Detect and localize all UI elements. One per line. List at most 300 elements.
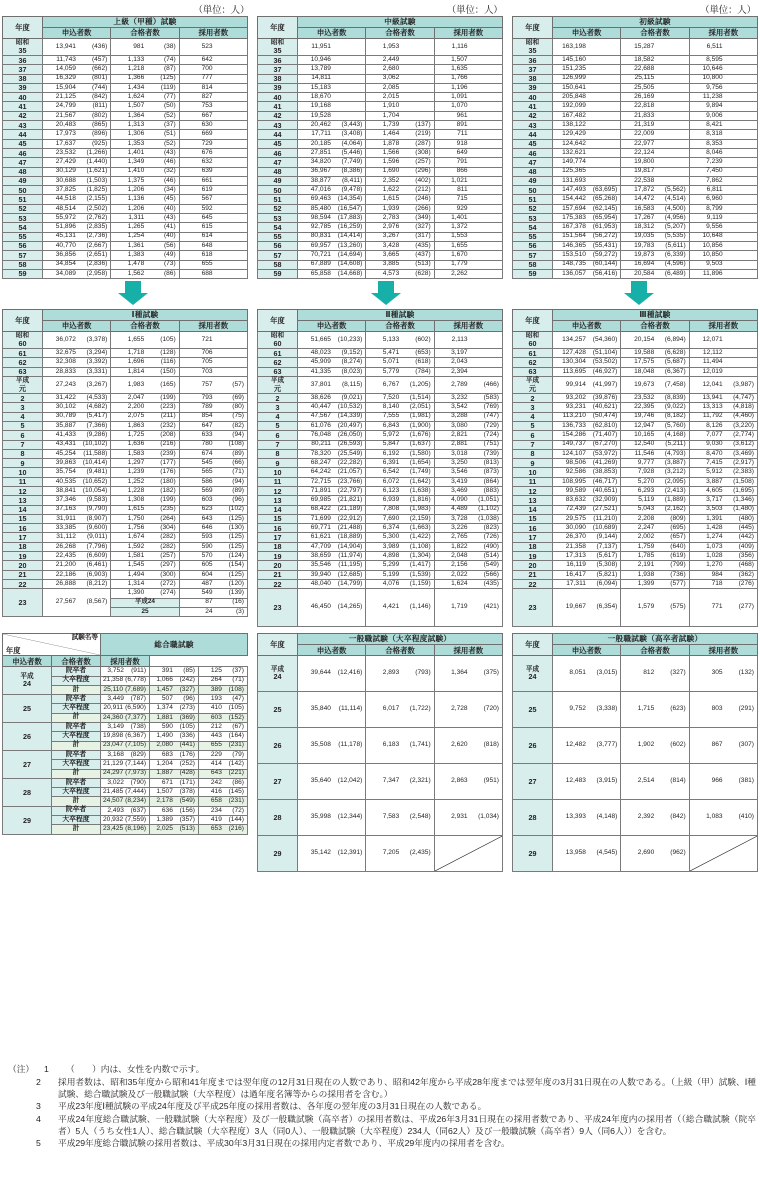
cell-passers: 11,546 (4,793) — [621, 449, 689, 458]
table-row — [3, 723, 248, 732]
row-year: 56 — [3, 241, 43, 250]
cell-hires: 3,717 (1,346) — [689, 496, 757, 505]
row-year: 46 — [258, 148, 298, 157]
cell-applicants: 3,149 (738) — [101, 723, 150, 732]
cell-passers: 3,062 — [366, 74, 434, 83]
table-row — [513, 394, 758, 403]
table-row — [258, 505, 503, 514]
note-number: 4 — [36, 1113, 41, 1124]
cell-passers: 636 (156) — [150, 806, 199, 815]
cell-applicants: 35,754 (9,481) — [43, 468, 111, 477]
table-row — [3, 56, 248, 65]
cell-passers: 1,545 (297) — [111, 561, 179, 570]
row-year: 13 — [513, 496, 553, 505]
cell-hires: 729 — [179, 139, 247, 148]
cell-hires: 9,503 — [689, 260, 757, 269]
cell-hires: 667 — [179, 111, 247, 120]
table-row — [3, 477, 248, 486]
col-header-hires: 採用者数 — [179, 28, 247, 39]
row-year: 平成 24 — [258, 656, 298, 692]
cell-applicants: 45,131 (2,736) — [43, 232, 111, 241]
cell-hires: 658 (231) — [199, 797, 248, 806]
down-arrow-icon-1 — [118, 281, 148, 305]
down-arrow-icon-3 — [624, 281, 654, 305]
cell-hires: 3,232 (583) — [434, 394, 502, 403]
col-header-passers: 合格者数 — [621, 645, 689, 656]
cell-applicants: 154,442 (65,268) — [553, 195, 621, 204]
row-year: 2 — [513, 394, 553, 403]
cell-applicants: 45,909 (8,274) — [298, 358, 366, 367]
row-year: 28 — [258, 800, 298, 836]
table-row — [3, 176, 248, 185]
table-row — [513, 459, 758, 468]
table-row — [3, 806, 248, 815]
cell-applicants: 61,621 (18,889) — [298, 533, 366, 542]
col-header-applicants: 申込者数 — [43, 321, 111, 332]
cell-applicants: 23,047 (7,105) — [101, 741, 150, 750]
cell-applicants: 19,168 — [298, 102, 366, 111]
table-row — [3, 570, 248, 579]
cell-hires: 2,728 (720) — [434, 692, 502, 728]
cell-hires: 3,542 (769) — [434, 403, 502, 412]
cell-hires: 12,112 — [689, 349, 757, 358]
cell-hires: 2,789 (466) — [434, 377, 502, 394]
cell-passers: 22,818 — [621, 102, 689, 111]
table-row — [258, 524, 503, 533]
cell-passers: 2,514 (814) — [621, 764, 689, 800]
cell-applicants: 37,801 (8,115) — [298, 377, 366, 394]
cell-applicants: 27,429 (1,440) — [43, 158, 111, 167]
cell-passers: 22,977 — [621, 139, 689, 148]
col-header-hires: 採用者数 — [434, 645, 502, 656]
row-year: 15 — [3, 514, 43, 523]
table-row — [513, 589, 758, 627]
cell-applicants: 31,911 (8,907) — [43, 514, 111, 523]
col-header-hires: 採用者数 — [689, 645, 757, 656]
table-i-shu — [2, 309, 248, 617]
cell-hires: 593 (125) — [179, 533, 247, 542]
row-subcategory: 院卒者 — [52, 778, 101, 787]
cell-applicants: 157,694 (62,145) — [553, 204, 621, 213]
row-year: 9 — [258, 459, 298, 468]
cell-passers: 1,297 (177) — [111, 459, 179, 468]
cell-applicants: 9,752 (3,338) — [553, 692, 621, 728]
cell-passers: 16,694 (4,596) — [621, 260, 689, 269]
row-year: 16 — [3, 524, 43, 533]
row-year: 11 — [3, 477, 43, 486]
table-row — [513, 269, 758, 278]
cell-hires: 789 (80) — [179, 403, 247, 412]
cell-hires: 643 (221) — [199, 769, 248, 778]
cell-passers: 6,843 (1,900) — [366, 421, 434, 430]
cell-hires: 9,756 — [689, 83, 757, 92]
table-title: 一般職試験（大卒程度試験） — [298, 634, 503, 645]
col-header-year: 年度 — [258, 17, 298, 39]
table-row — [258, 167, 503, 176]
row-year: 58 — [513, 260, 553, 269]
table-title: 総合職試験 — [101, 634, 248, 656]
cell-hires: 615 — [179, 223, 247, 232]
cell-hires: 1,021 — [434, 176, 502, 185]
cell-passers: 6,072 (1,642) — [366, 477, 434, 486]
cell-hires: 2,394 — [434, 367, 502, 376]
table-row — [258, 589, 503, 627]
cell-hires: 646 (130) — [179, 524, 247, 533]
cell-applicants: 47,016 (9,478) — [298, 186, 366, 195]
cell-applicants: 13,958 (4,545) — [553, 836, 621, 872]
cell-passers: 22,124 — [621, 148, 689, 157]
table-row — [3, 74, 248, 83]
table-row — [3, 778, 248, 787]
row-year: 14 — [3, 505, 43, 514]
cell-hires: 6,811 — [689, 186, 757, 195]
cell-hires: 711 — [434, 130, 502, 139]
cell-applicants: 68,422 (21,189) — [298, 505, 366, 514]
row-year: 37 — [3, 65, 43, 74]
row-year: 45 — [258, 139, 298, 148]
table-row — [258, 468, 503, 477]
note-text: 採用者数は、昭和35年度から昭和41年度までは翌年度の12月31日現在の人数であり、昭和42年度から平成28年度までは翌年度の3月31日現在の人数である。（上級（甲）試験、Ⅰ種試験、総合職試験及び一般職試験（大卒程度）は過年度名簿等からの採用者を含む。） — [58, 1076, 756, 1099]
cell-applicants: 98,594 (17,883) — [298, 214, 366, 223]
cell-hires: 3,018 (739) — [434, 449, 502, 458]
cell-hires: 3,887 (1,508) — [689, 477, 757, 486]
col-header-year: 年度 — [3, 310, 43, 332]
cell-passers: 1,464 (219) — [366, 130, 434, 139]
cell-hires: 1,766 — [434, 74, 502, 83]
col-header-applicants: 申込者数 — [298, 28, 366, 39]
row-year: 49 — [3, 176, 43, 185]
table-row — [513, 403, 758, 412]
row-year: 昭和 60 — [258, 332, 298, 349]
cell-hires: 545 (66) — [179, 459, 247, 468]
col-header-hires: 採用者数 — [434, 321, 502, 332]
cell-applicants: 149,737 (67,270) — [553, 440, 621, 449]
cell-hires: 410 (105) — [199, 704, 248, 713]
cell-hires: 10,850 — [689, 251, 757, 260]
cell-passers: 19,800 — [621, 158, 689, 167]
row-year: 27 — [258, 764, 298, 800]
row-year: 38 — [258, 74, 298, 83]
table-row — [3, 403, 248, 412]
col-header-applicants: 申込者数 — [553, 321, 621, 332]
row-year: 29 — [258, 836, 298, 872]
row-year: 26 — [258, 728, 298, 764]
cell-applicants: 34,089 (2,958) — [43, 269, 111, 278]
table-col-sogoshoku — [2, 633, 248, 872]
row-year: 41 — [3, 102, 43, 111]
row-year: 8 — [258, 449, 298, 458]
row-year: 36 — [258, 56, 298, 65]
col-header-applicants: 申込者数 — [553, 28, 621, 39]
cell-passers: 1,399 (577) — [621, 579, 689, 588]
table-row — [258, 93, 503, 102]
row-subcategory: 大卒程度 — [52, 760, 101, 769]
table-row — [513, 514, 758, 523]
table-row — [258, 39, 503, 56]
row-year: 3 — [513, 403, 553, 412]
table-row — [3, 349, 248, 358]
col-header-hires: 採用者数 — [689, 28, 757, 39]
row-year: 12 — [513, 486, 553, 495]
table-row — [258, 459, 503, 468]
cell-passers: 21,833 — [621, 111, 689, 120]
table-row — [513, 552, 758, 561]
cell-applicants: 163,198 — [553, 39, 621, 56]
table-row — [258, 477, 503, 486]
row-year: 17 — [3, 533, 43, 542]
row-subcategory: 大卒程度 — [52, 732, 101, 741]
cell-passers: 590 (105) — [150, 723, 199, 732]
table-row — [3, 542, 248, 551]
cell-hires: 10,648 — [689, 232, 757, 241]
cell-applicants: 30,129 (1,621) — [43, 167, 111, 176]
cell-applicants: 27,243 (3,267) — [43, 377, 111, 394]
table-row — [3, 83, 248, 92]
cell-hires: 1,028 (356) — [689, 552, 757, 561]
cell-passers: 1,314 (272) — [111, 579, 179, 588]
table-row — [3, 561, 248, 570]
col-header-passers: 合格者数 — [366, 28, 434, 39]
cell-passers: 19,873 (6,339) — [621, 251, 689, 260]
cell-hires: 653 (216) — [199, 825, 248, 834]
table-row — [3, 223, 248, 232]
cell-hires: 604 (125) — [179, 570, 247, 579]
row-year: 21 — [3, 570, 43, 579]
table-row-split — [3, 589, 248, 598]
col-header-passers: 合格者数 — [366, 321, 434, 332]
cell-hires: 771 (277) — [689, 589, 757, 627]
cell-applicants: 16,417 (5,821) — [553, 570, 621, 579]
cell-hires: 655 — [179, 260, 247, 269]
col-header-applicants: 申込者数 — [3, 656, 52, 667]
table-row — [513, 377, 758, 394]
cell-hires: 929 — [434, 204, 502, 213]
row-year: 57 — [258, 251, 298, 260]
cell-passers: 2,075 (211) — [111, 412, 179, 421]
cell-hires: 8,318 — [689, 130, 757, 139]
table-row — [513, 440, 758, 449]
cell-passers: 4,421 (1,146) — [366, 589, 434, 627]
table-row — [513, 111, 758, 120]
unit-label-2: （単位：人） — [446, 5, 503, 16]
cell-passers: 5,779 (784) — [366, 367, 434, 376]
cell-passers: 1,228 (182) — [111, 486, 179, 495]
cell-applicants: 41,433 (9,286) — [43, 431, 111, 440]
table-row — [258, 412, 503, 421]
table-row — [3, 377, 248, 394]
table-row — [258, 440, 503, 449]
cell-hires: 6,511 — [689, 39, 757, 56]
cell-applicants: 15,183 — [298, 83, 366, 92]
row-year: 19 — [3, 552, 43, 561]
table-row — [513, 260, 758, 269]
row-year: 平成 24 — [513, 656, 553, 692]
cell-hires: 7,415 (2,917) — [689, 459, 757, 468]
row-year: 10 — [258, 468, 298, 477]
cell-passers: 1,239 (176) — [111, 468, 179, 477]
row-year: 55 — [258, 232, 298, 241]
row-year: 9 — [3, 459, 43, 468]
note-lead — [8, 1137, 36, 1149]
cell-hires: 3,419 (864) — [434, 477, 502, 486]
cell-hires: 9,030 (3,612) — [689, 440, 757, 449]
row-year: 43 — [513, 121, 553, 130]
cell-passers: 981 (38) — [111, 39, 179, 56]
cell-hires: 586 (94) — [179, 477, 247, 486]
cell-hires: 1,624 (435) — [434, 579, 502, 588]
table-row — [3, 251, 248, 260]
table-row — [513, 542, 758, 551]
cell-hires: 1,779 — [434, 260, 502, 269]
cell-passers: 1,133 (74) — [111, 56, 179, 65]
cell-applicants: 148,735 (60,144) — [553, 260, 621, 269]
cell-passers: 2,047 (199) — [111, 394, 179, 403]
cell-hires: 2,931 (1,034) — [434, 800, 502, 836]
cell-passers: 21,319 — [621, 121, 689, 130]
row-year: 40 — [3, 93, 43, 102]
cell-applicants: 35,546 (11,195) — [298, 561, 366, 570]
cell-hires: 2,620 (818) — [434, 728, 502, 764]
table-row — [258, 431, 503, 440]
table-row — [3, 486, 248, 495]
cell-passers: 2,080 (441) — [150, 741, 199, 750]
row-year: 41 — [258, 102, 298, 111]
row-year: 11 — [513, 477, 553, 486]
cell-hires: 592 — [179, 204, 247, 213]
cell-passers: 2,680 — [366, 65, 434, 74]
row-year: 62 — [258, 358, 298, 367]
cell-applicants: 3,168 (829) — [101, 750, 150, 759]
cell-passers: 12,947 (5,760) — [621, 421, 689, 430]
cell-hires: 2,765 (726) — [434, 533, 502, 542]
cell-applicants: 36,072 (3,378) — [43, 332, 111, 349]
cell-applicants: 92,586 (38,853) — [553, 468, 621, 477]
cell-hires: 705 — [179, 358, 247, 367]
cell-applicants: 20,932 (7,559) — [101, 816, 150, 825]
cell-hires: 1,364 (375) — [434, 656, 502, 692]
row-year: 58 — [3, 260, 43, 269]
cell-applicants: 14,811 — [298, 74, 366, 83]
cell-applicants: 71,699 (22,912) — [298, 514, 366, 523]
row-year: 26 — [3, 723, 52, 751]
cell-hires: 8,353 — [689, 139, 757, 148]
cell-applicants: 25,110 (7,689) — [101, 685, 150, 694]
note-text: （ ）内は、女性を内数で示す。 — [66, 1064, 205, 1074]
cell-passers: 4,898 (1,304) — [366, 552, 434, 561]
cell-passers: 1,066 (242) — [150, 676, 199, 685]
cell-passers: 2,976 (327) — [366, 223, 434, 232]
cell-passers: 9,777 (3,887) — [621, 459, 689, 468]
cell-applicants: 93,202 (39,876) — [553, 394, 621, 403]
unit-label-3: （単位：人） — [700, 5, 756, 16]
table-row — [258, 692, 503, 728]
cell-passers: 671 (171) — [150, 778, 199, 787]
cell-passers: 15,287 — [621, 39, 689, 56]
table-row — [3, 695, 248, 704]
cell-hires: 3,728 (1,038) — [434, 514, 502, 523]
cell-hires: 12,071 — [689, 332, 757, 349]
cell-hires: 605 (154) — [179, 561, 247, 570]
row-year: 23 — [513, 589, 553, 627]
cell-hires: 811 — [434, 186, 502, 195]
cell-passers: 507 (96) — [150, 695, 199, 704]
row-year: 27 — [3, 750, 52, 778]
cell-hires: 416 (145) — [199, 788, 248, 797]
table-row — [513, 533, 758, 542]
cell-passers: 1,583 (239) — [111, 449, 179, 458]
cell-applicants: 151,564 (56,272) — [553, 232, 621, 241]
row-year: 39 — [513, 83, 553, 92]
cell-passers: 1,206 (34) — [111, 186, 179, 195]
cell-hires: 12,019 — [689, 367, 757, 376]
cell-hires: 24 (3) — [179, 607, 247, 616]
cell-passers: 2,247 (695) — [621, 524, 689, 533]
unit-label-row — [0, 0, 760, 16]
cell-applicants: 127,428 (51,104) — [553, 349, 621, 358]
table-row — [258, 552, 503, 561]
table-row — [3, 158, 248, 167]
row-year: 59 — [3, 269, 43, 278]
cell-passers: 19,783 (5,611) — [621, 241, 689, 250]
table-row — [513, 332, 758, 349]
note-item — [8, 1137, 756, 1149]
row-year: 63 — [3, 367, 43, 376]
col-header-year: 年度 — [258, 634, 298, 656]
table-row — [258, 214, 503, 223]
row-year: 51 — [258, 195, 298, 204]
cell-passers: 1,696 (116) — [111, 358, 179, 367]
cell-hires: 961 — [434, 111, 502, 120]
cell-hires: 6,960 — [689, 195, 757, 204]
cell-applicants: 125,365 — [553, 167, 621, 176]
table-row — [513, 186, 758, 195]
table-band-row2 — [0, 309, 760, 627]
table-row — [3, 102, 248, 111]
cell-hires: 647 (82) — [179, 421, 247, 430]
table-row — [513, 195, 758, 204]
cell-hires: 648 — [179, 241, 247, 250]
table-col-ippan-hs — [512, 633, 758, 872]
row-year: 7 — [3, 440, 43, 449]
cell-hires: 603 (96) — [179, 496, 247, 505]
row-year: 47 — [258, 158, 298, 167]
table-title: 初級試験 — [553, 17, 758, 28]
cell-passers: 22,395 (9,022) — [621, 403, 689, 412]
cell-hires: 4,605 (1,695) — [689, 486, 757, 495]
cell-passers: 1,353 (52) — [111, 139, 179, 148]
cell-applicants: 130,304 (53,502) — [553, 358, 621, 367]
note-item — [8, 1100, 756, 1112]
table-row — [3, 241, 248, 250]
table-row — [513, 176, 758, 185]
cell-passers: 25,115 — [621, 74, 689, 83]
cell-applicants: 18,670 — [298, 93, 366, 102]
cell-passers: 1,983 (165) — [111, 377, 179, 394]
note-lead — [8, 1100, 36, 1112]
cell-applicants: 30,688 (1,503) — [43, 176, 111, 185]
cell-passers: 12,540 (5,211) — [621, 440, 689, 449]
row-year: 57 — [513, 251, 553, 260]
cell-passers: 2,015 — [366, 93, 434, 102]
row-year: 37 — [513, 65, 553, 74]
table-row — [258, 367, 503, 376]
table-row — [3, 214, 248, 223]
row-year: 50 — [258, 186, 298, 195]
arrow-band — [0, 279, 760, 309]
row-year: 45 — [513, 139, 553, 148]
cell-passers: 8,140 (2,051) — [366, 403, 434, 412]
cell-applicants: 30,102 (4,682) — [43, 403, 111, 412]
